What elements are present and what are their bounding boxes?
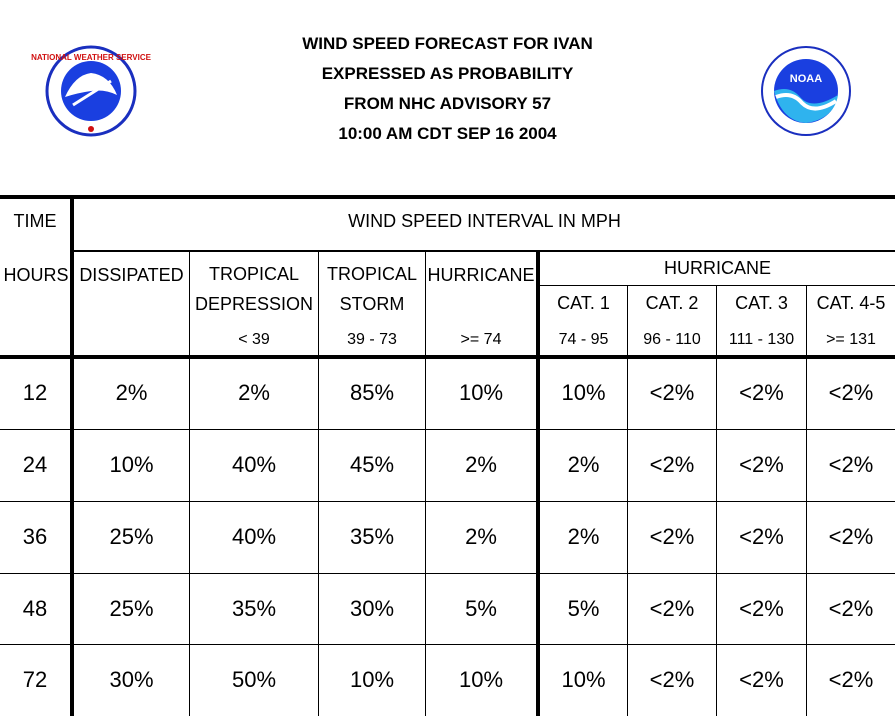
- row-divider-1: [0, 429, 895, 430]
- col-dissipated-label: DISSIPATED: [79, 265, 184, 285]
- row-hours-cell: 24: [22, 452, 48, 477]
- probability-cell: 30%: [349, 596, 395, 621]
- col-td-range: < 39: [238, 331, 270, 348]
- cat1-label: CAT. 1: [557, 293, 610, 313]
- probability-cell: <2%: [649, 380, 695, 405]
- probability-cell: 25%: [109, 524, 154, 549]
- probability-cell: 2%: [238, 380, 270, 405]
- cat3-label: CAT. 3: [735, 293, 788, 313]
- probability-cell: 10%: [109, 452, 154, 477]
- probability-cell: 10%: [458, 667, 504, 692]
- hurricane-col-divider: [536, 252, 540, 716]
- probability-cell: 50%: [231, 667, 277, 692]
- col-hurricane-range: >= 74: [460, 331, 502, 348]
- probability-cell: <2%: [649, 524, 695, 549]
- noaa-logo: [760, 45, 852, 137]
- cat3-range: 111 - 130: [728, 331, 795, 348]
- header-divider: [72, 250, 895, 252]
- probability-cell: <2%: [828, 524, 874, 549]
- probability-cell: <2%: [739, 667, 784, 692]
- probability-cell: 2%: [567, 452, 600, 477]
- probability-cell: <2%: [649, 667, 695, 692]
- title-line-1: WIND SPEED FORECAST FOR IVAN: [302, 34, 593, 53]
- probability-cell: <2%: [739, 452, 784, 477]
- probability-cell: <2%: [739, 524, 784, 549]
- cat2-label: CAT. 2: [645, 293, 699, 313]
- probability-cell: 10%: [349, 667, 395, 692]
- title-line-4: 10:00 AM CDT SEP 16 2004: [338, 124, 557, 143]
- probability-cell: 85%: [349, 380, 395, 405]
- col-divider-4: [425, 252, 426, 716]
- probability-cell: 25%: [109, 596, 154, 621]
- probability-cell: 35%: [349, 524, 395, 549]
- noaa-logo-text: NOAA: [789, 73, 823, 85]
- row-divider-2: [0, 501, 895, 502]
- hurricane-group-label: HURRICANE: [663, 258, 771, 278]
- cat2-range: 96 - 110: [643, 331, 701, 348]
- header-bottom-border: [0, 355, 895, 359]
- cat45-label: CAT. 4-5: [816, 293, 886, 313]
- time-label: TIME: [13, 211, 57, 231]
- probability-cell: 2%: [465, 452, 497, 477]
- probability-cell: <2%: [828, 667, 874, 692]
- col-ts-range: 39 - 73: [347, 331, 397, 348]
- col-ts-line1: TROPICAL: [326, 264, 418, 284]
- col-hurricane-label: HURRICANE: [427, 265, 535, 285]
- probability-cell: 10%: [561, 667, 606, 692]
- probability-cell: 40%: [231, 524, 277, 549]
- probability-cell: <2%: [739, 596, 784, 621]
- probability-cell: 5%: [465, 596, 497, 621]
- col-td-line1: TROPICAL: [208, 264, 300, 284]
- hours-label: HOURS: [3, 265, 69, 285]
- probability-cell: 5%: [567, 596, 600, 621]
- probability-cell: <2%: [828, 380, 874, 405]
- title-line-2: EXPRESSED AS PROBABILITY: [321, 64, 574, 83]
- probability-cell: <2%: [828, 596, 874, 621]
- col-td-line2: DEPRESSION: [194, 294, 314, 314]
- probability-cell: 10%: [458, 380, 504, 405]
- table-top-border: [0, 195, 895, 199]
- title-line-3: FROM NHC ADVISORY 57: [343, 94, 552, 113]
- row-hours-cell: 72: [22, 667, 48, 692]
- row-hours-cell: 36: [22, 524, 48, 549]
- probability-cell: <2%: [649, 596, 695, 621]
- col-divider-7: [716, 286, 717, 716]
- nws-logo: [31, 45, 151, 137]
- probability-cell: 35%: [231, 596, 277, 621]
- col-divider-3: [318, 252, 319, 716]
- col-divider-6: [627, 286, 628, 716]
- col-divider-8: [806, 286, 807, 716]
- probability-cell: 2%: [465, 524, 497, 549]
- probability-cell: 2%: [115, 380, 148, 405]
- row-divider-3: [0, 573, 895, 574]
- interval-label: WIND SPEED INTERVAL IN MPH: [348, 211, 621, 231]
- nws-logo-text: NATIONAL WEATHER SERVICE: [31, 53, 151, 62]
- row-hours-cell: 12: [22, 380, 48, 405]
- probability-cell: <2%: [649, 452, 695, 477]
- probability-cell: 10%: [561, 380, 606, 405]
- cat1-range: 74 - 95: [558, 331, 609, 348]
- row-hours-cell: 48: [22, 596, 48, 621]
- probability-cell: <2%: [828, 452, 874, 477]
- probability-cell: <2%: [739, 380, 784, 405]
- probability-cell: 40%: [231, 452, 277, 477]
- probability-cell: 2%: [567, 524, 600, 549]
- col-ts-line2: STORM: [339, 294, 405, 314]
- probability-cell: 30%: [109, 667, 154, 692]
- probability-cell: 45%: [349, 452, 395, 477]
- col-divider-2: [189, 252, 190, 716]
- row-divider-4: [0, 644, 895, 645]
- cat45-range: >= 131: [826, 331, 876, 348]
